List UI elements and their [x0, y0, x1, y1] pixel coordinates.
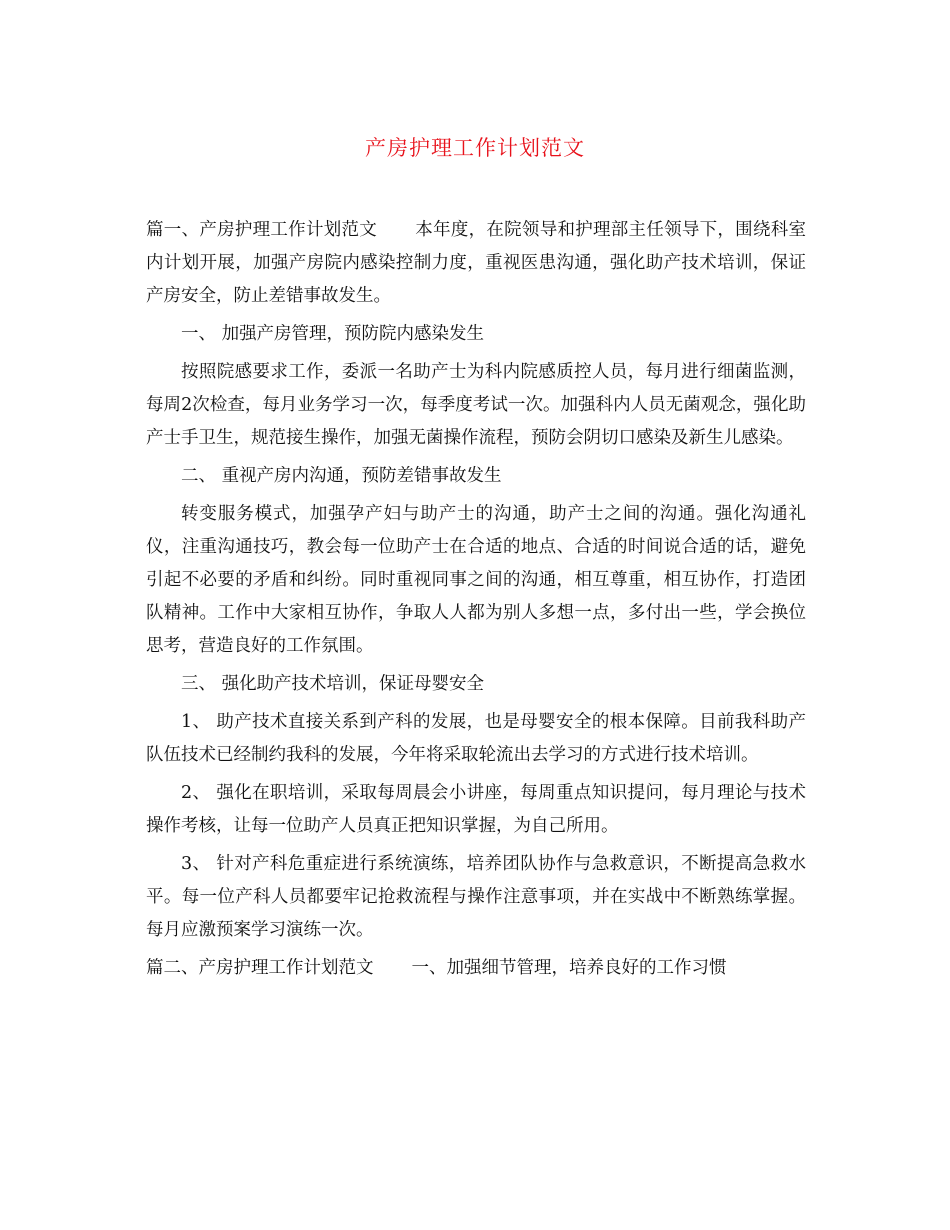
paragraph-section-1-intro: [146, 214, 806, 313]
section-heading: 篇二、产房护理工作计划范文: [146, 958, 374, 978]
subheading-1: 一、 加强产房管理，预防院内感染发生: [181, 324, 485, 344]
paragraph-text: 本年度，在院领导和护理部主任领导下，围绕科室内计划开展，加强产房院内感染控制力度，重视医患沟通，强化助产技术培训，保证产房安全，防止差错事故发生。: [146, 220, 807, 306]
paragraph-text: 一、加强细节管理，培养良好的工作习惯: [411, 958, 727, 978]
paragraph-item-3: 3、 针对产科危重症进行系统演练，培养团队协作与急救意识，不断提高急救水平。每一位产科人员都要牢记抢救流程与操作注意事项，并在实战中不断熟练掌握。每月应激预案学习演练一次。: [146, 854, 806, 940]
document-title: 产房护理工作计划范文: [365, 136, 585, 160]
subheading-2: 二、 重视产房内沟通，预防差错事故发生: [181, 466, 502, 486]
paragraph-communication: 转变服务模式，加强孕产妇与助产士的沟通，助产士之间的沟通。强化沟通礼仪，注重沟通技巧，教会每一位助产士在合适的地点、合适的时间说合适的话，避免引起不必要的矛盾和纠纷。同时重视同事之间的沟通，相互尊重，相互协作，打造团队精神。工作中大家相互协作，争取人人都为别人多想一点，多付出一些，学会换位思考，营造良好的工作氛围。: [146, 504, 806, 656]
paragraph-infection-control: 按照院感要求工作，委派一名助产士为科内院感质控人员，每月进行细菌监测，每周2次检查，每月业务学习一次，每季度考试一次。加强科内人员无菌观念，强化助产士手卫生，规范接生操作，加强无菌操作流程，预防会阴切口感染及新生儿感染。: [146, 362, 806, 448]
subheading-3: 三、 强化助产技术培训，保证母婴安全: [181, 674, 485, 694]
document-body: [146, 214, 806, 990]
paragraph-item-2: 2、 强化在职培训，采取每周晨会小讲座，每周重点知识提问，每月理论与技术操作考核，让每一位助产人员真正把知识掌握，为自己所用。: [146, 783, 806, 836]
section-heading: 篇一、产房护理工作计划范文: [146, 220, 378, 240]
paragraph-item-1: 1、 助产技术直接关系到产科的发展，也是母婴安全的根本保障。目前我科助产队伍技术已经制约我科的发展，今年将采取轮流出去学习的方式进行技术培训。: [146, 712, 806, 765]
paragraph-section-2-intro: [146, 952, 806, 985]
